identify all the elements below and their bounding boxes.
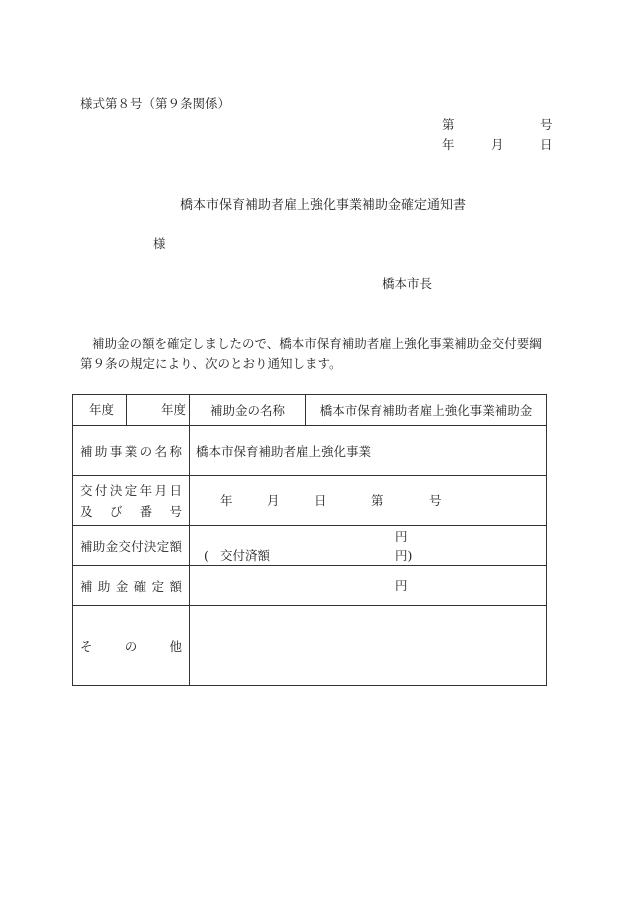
table-row-project-name bbox=[73, 426, 547, 476]
document-number-prefix: 第 bbox=[442, 117, 455, 132]
paid-amount-yen: 円) bbox=[395, 548, 413, 563]
fiscal-year-cell bbox=[73, 395, 190, 426]
document-title: 橋本市保育補助者雇上強化事業補助金確定通知書 bbox=[180, 198, 467, 213]
decision-amount-label: 補助金交付決定額 bbox=[73, 526, 190, 566]
date-year-label: 年 bbox=[442, 137, 455, 152]
decision-number-suffix: 号 bbox=[429, 493, 442, 508]
document-number-suffix: 号 bbox=[540, 117, 553, 132]
subsidy-details-table bbox=[72, 394, 547, 686]
body-text-line-1: 補助金の額を確定しましたので、橋本市保育補助者雇上強化事業補助金交付要綱 bbox=[92, 336, 542, 351]
table-row-fiscal-year bbox=[73, 395, 547, 426]
issuer-name: 橋本市長 bbox=[382, 276, 433, 291]
paid-amount-paren: ( bbox=[204, 548, 209, 563]
subsidy-name-value: 橋本市保育補助者雇上強化事業補助金 bbox=[306, 395, 547, 426]
date-month-label: 月 bbox=[491, 137, 504, 152]
confirmed-amount-label: 補助金確定額 bbox=[73, 566, 190, 606]
table-row-other bbox=[73, 606, 547, 686]
subsidy-name-label: 補助金の名称 bbox=[190, 395, 306, 426]
body-text-line-2: 第９条の規定により、次のとおり通知します。 bbox=[80, 356, 342, 371]
decision-date-value bbox=[190, 476, 547, 526]
decision-month-label: 月 bbox=[267, 493, 280, 508]
paid-amount-label: 交付済額 bbox=[220, 548, 271, 563]
decision-date-label-line-1: 交付決定年月日 bbox=[80, 482, 182, 498]
date-day-label: 日 bbox=[540, 137, 553, 152]
decision-day-label: 日 bbox=[314, 493, 327, 508]
table-row-decision-date bbox=[73, 476, 547, 526]
decision-amount-value bbox=[190, 526, 547, 566]
fiscal-year-left-label: 年度 bbox=[89, 402, 115, 417]
confirmed-amount-value bbox=[190, 566, 547, 606]
other-value bbox=[190, 606, 547, 686]
project-name-label: 補助事業の名称 bbox=[73, 426, 190, 476]
decision-year-label: 年 bbox=[220, 493, 233, 508]
addressee-honorific: 様 bbox=[153, 236, 166, 251]
table-row-decision-amount bbox=[73, 526, 547, 566]
other-label: その他 bbox=[73, 606, 190, 686]
decision-amount-yen: 円 bbox=[395, 529, 408, 544]
project-name-value: 橋本市保育補助者雇上強化事業 bbox=[190, 426, 547, 476]
decision-date-label bbox=[73, 476, 190, 526]
fiscal-year-right-label: 年度 bbox=[161, 402, 187, 417]
fiscal-year-divider bbox=[126, 395, 127, 425]
confirmed-amount-yen: 円 bbox=[395, 578, 408, 593]
decision-date-label-line-2: 及び番号 bbox=[80, 503, 182, 519]
table-row-confirmed-amount bbox=[73, 566, 547, 606]
form-label: 様式第８号（第９条関係） bbox=[80, 96, 231, 111]
decision-number-prefix: 第 bbox=[371, 493, 384, 508]
